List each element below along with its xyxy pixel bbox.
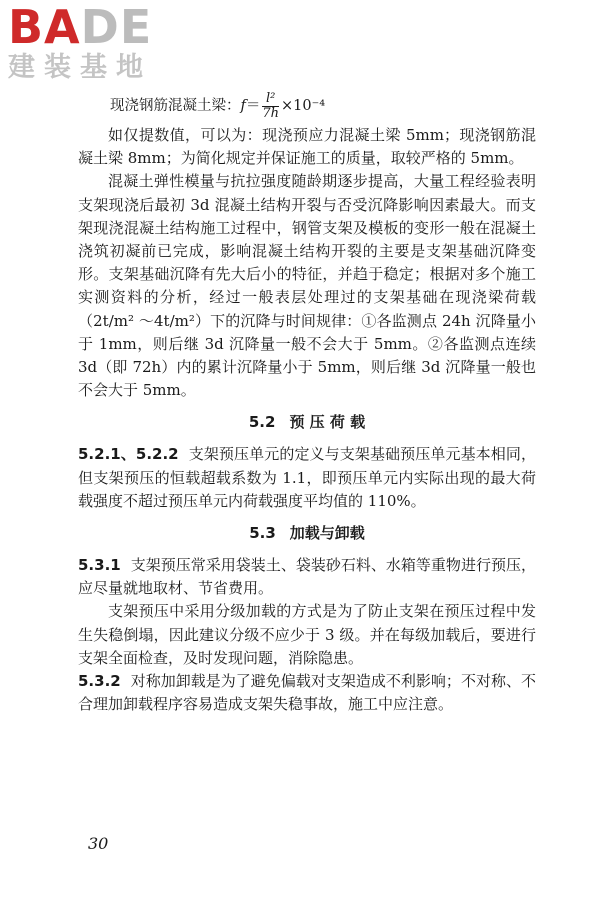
section-5-2-heading bbox=[78, 411, 536, 433]
logo-rest-letters: DE bbox=[80, 0, 153, 54]
formula-tail: ×10⁻⁴ bbox=[281, 98, 326, 114]
section-5-3-heading bbox=[78, 522, 536, 544]
logo-accent-letters: BA bbox=[8, 0, 81, 54]
clause-text: 支架预压单元的定义与支架基础预压单元基本相同，但支架预压的恒载超载系数为 1.1，即预压单元内实际出现的最大荷载强度不超过预压单元内荷载强度平均值的 110%。 bbox=[78, 445, 536, 510]
section-title: 预 压 荷 载 bbox=[289, 413, 366, 432]
paragraph-staged-loading: 支架预压中采用分级加载的方式是为了防止支架在预压过程中发生失稳倒塌，因此建议分级不应少于 3 级。并在每级加载后，要进行支架全面检查，及时发现问题，消除隐患。 bbox=[78, 602, 536, 667]
formula-denominator: 7h bbox=[262, 105, 280, 121]
page-content bbox=[78, 88, 536, 716]
clause-number: 5.3.2 bbox=[78, 672, 121, 691]
clause-5-3-1 bbox=[78, 554, 536, 600]
brand-logo bbox=[8, 0, 178, 83]
clause-5-2-1 bbox=[78, 443, 536, 513]
formula-line bbox=[110, 88, 536, 124]
formula-equals: ＝ bbox=[245, 98, 261, 114]
formula-numerator: l² bbox=[262, 92, 279, 107]
clause-text: 对称加卸载是为了避免偏载对支架造成不利影响；不对称、不合理加卸载程序容易造成支架失稳事故，施工中应注意。 bbox=[78, 672, 536, 714]
clause-number: 5.2.1、5.2.2 bbox=[78, 445, 179, 464]
clause-number: 5.3.1 bbox=[78, 556, 121, 575]
section-title: 加载与卸载 bbox=[289, 524, 365, 543]
page-number: 30 bbox=[88, 834, 109, 853]
paragraph-values: 如仅提数值，可以为：现浇预应力混凝土梁 5mm；现浇钢筋混凝土梁 8mm；为简化规定并保证施工的质量，取较严格的 5mm。 bbox=[78, 126, 536, 168]
formula-label: 现浇钢筋混凝土梁： bbox=[110, 98, 241, 114]
section-number: 5.3 bbox=[249, 524, 276, 543]
formula-fraction bbox=[262, 92, 279, 121]
section-number: 5.2 bbox=[248, 413, 276, 432]
logo-subtitle: 建装基地 bbox=[8, 52, 152, 83]
clause-5-3-2 bbox=[78, 670, 536, 716]
logo-wordmark bbox=[8, 0, 178, 54]
clause-text: 支架预压常采用袋装土、袋装砂石料、水箱等重物进行预压，应尽量就地取材、节省费用。 bbox=[78, 556, 536, 598]
formula-lhs: f bbox=[240, 98, 246, 114]
paragraph-settlement: 混凝土弹性模量与抗拉强度随龄期逐步提高，大量工程经验表明支架现浇后最初 3d 混凝土结构开裂与否受沉降影响因素最大。而支架现浇混凝土结构施工过程中，钢管支架及模板的变形一般在混凝土浇筑初凝前已完成，影响混凝土结构开裂的主要是支架基础沉降变形。支架基础沉降有先大后小的特征，并趋于稳定；根据对多个施工实测资料的分析，经过一般表层处理过的支架基础在现浇梁荷载（2t/m² ～4t/m²）下的沉降与时间规律：①各监测点 24h 沉降量小于 1mm，则后继 3d 沉降量一般不会大于 5mm。②各监测点连续 3d（即 72h）内的累计沉降量小于 5mm，则后继 3d 沉降量一般也不会大于 5mm。 bbox=[78, 172, 536, 400]
